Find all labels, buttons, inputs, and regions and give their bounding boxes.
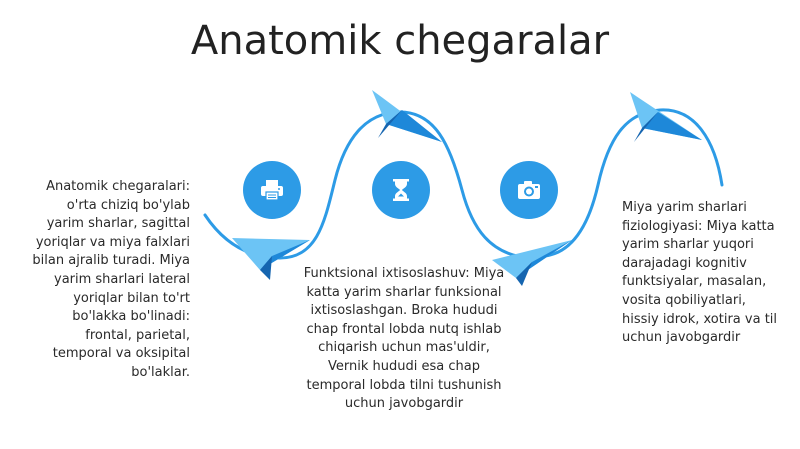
paper-plane-icon-1 [232,238,310,280]
camera-icon [516,179,542,201]
printer-icon-circle [243,161,301,219]
hourglass-icon-circle [372,161,430,219]
page-title: Anatomik chegaralar [190,18,610,64]
step-1-text: Anatomik chegaralari: o'rta chiziq bo'ylab yarim sharlar, sagittal yoriqlar va miya falxlari bilan ajralib turadi. Miya yarim sharlari lateral yoriqlar bilan to'rt bo'lakka bo'linadi: frontal, parietal, temporal va oksipital bo'laklar. [32,179,190,380]
step-2-text: Funktsional ixtisoslashuv: Miya katta yarim sharlar funksional ixtisoslashgan. Broka hududi chap frontal lobda nutq ishlab chiqarish uchun mas'uldir, Vernik hududi esa chap temporal lobda tilni tushunish uchun javobgardir [303,266,505,412]
paper-plane-icon-4 [630,92,702,142]
step-3-text: Miya yarim sharlari fiziologiyasi: Miya katta yarim sharlar yuqori darajadagi kognitiv funktsiyalar, masalan, vosita qobiliyatlari, hissiy idrok, xotira va til uchun javobgardir [622,200,778,346]
camera-icon-circle [500,161,558,219]
hourglass-icon [391,178,411,202]
printer-icon [259,178,285,202]
